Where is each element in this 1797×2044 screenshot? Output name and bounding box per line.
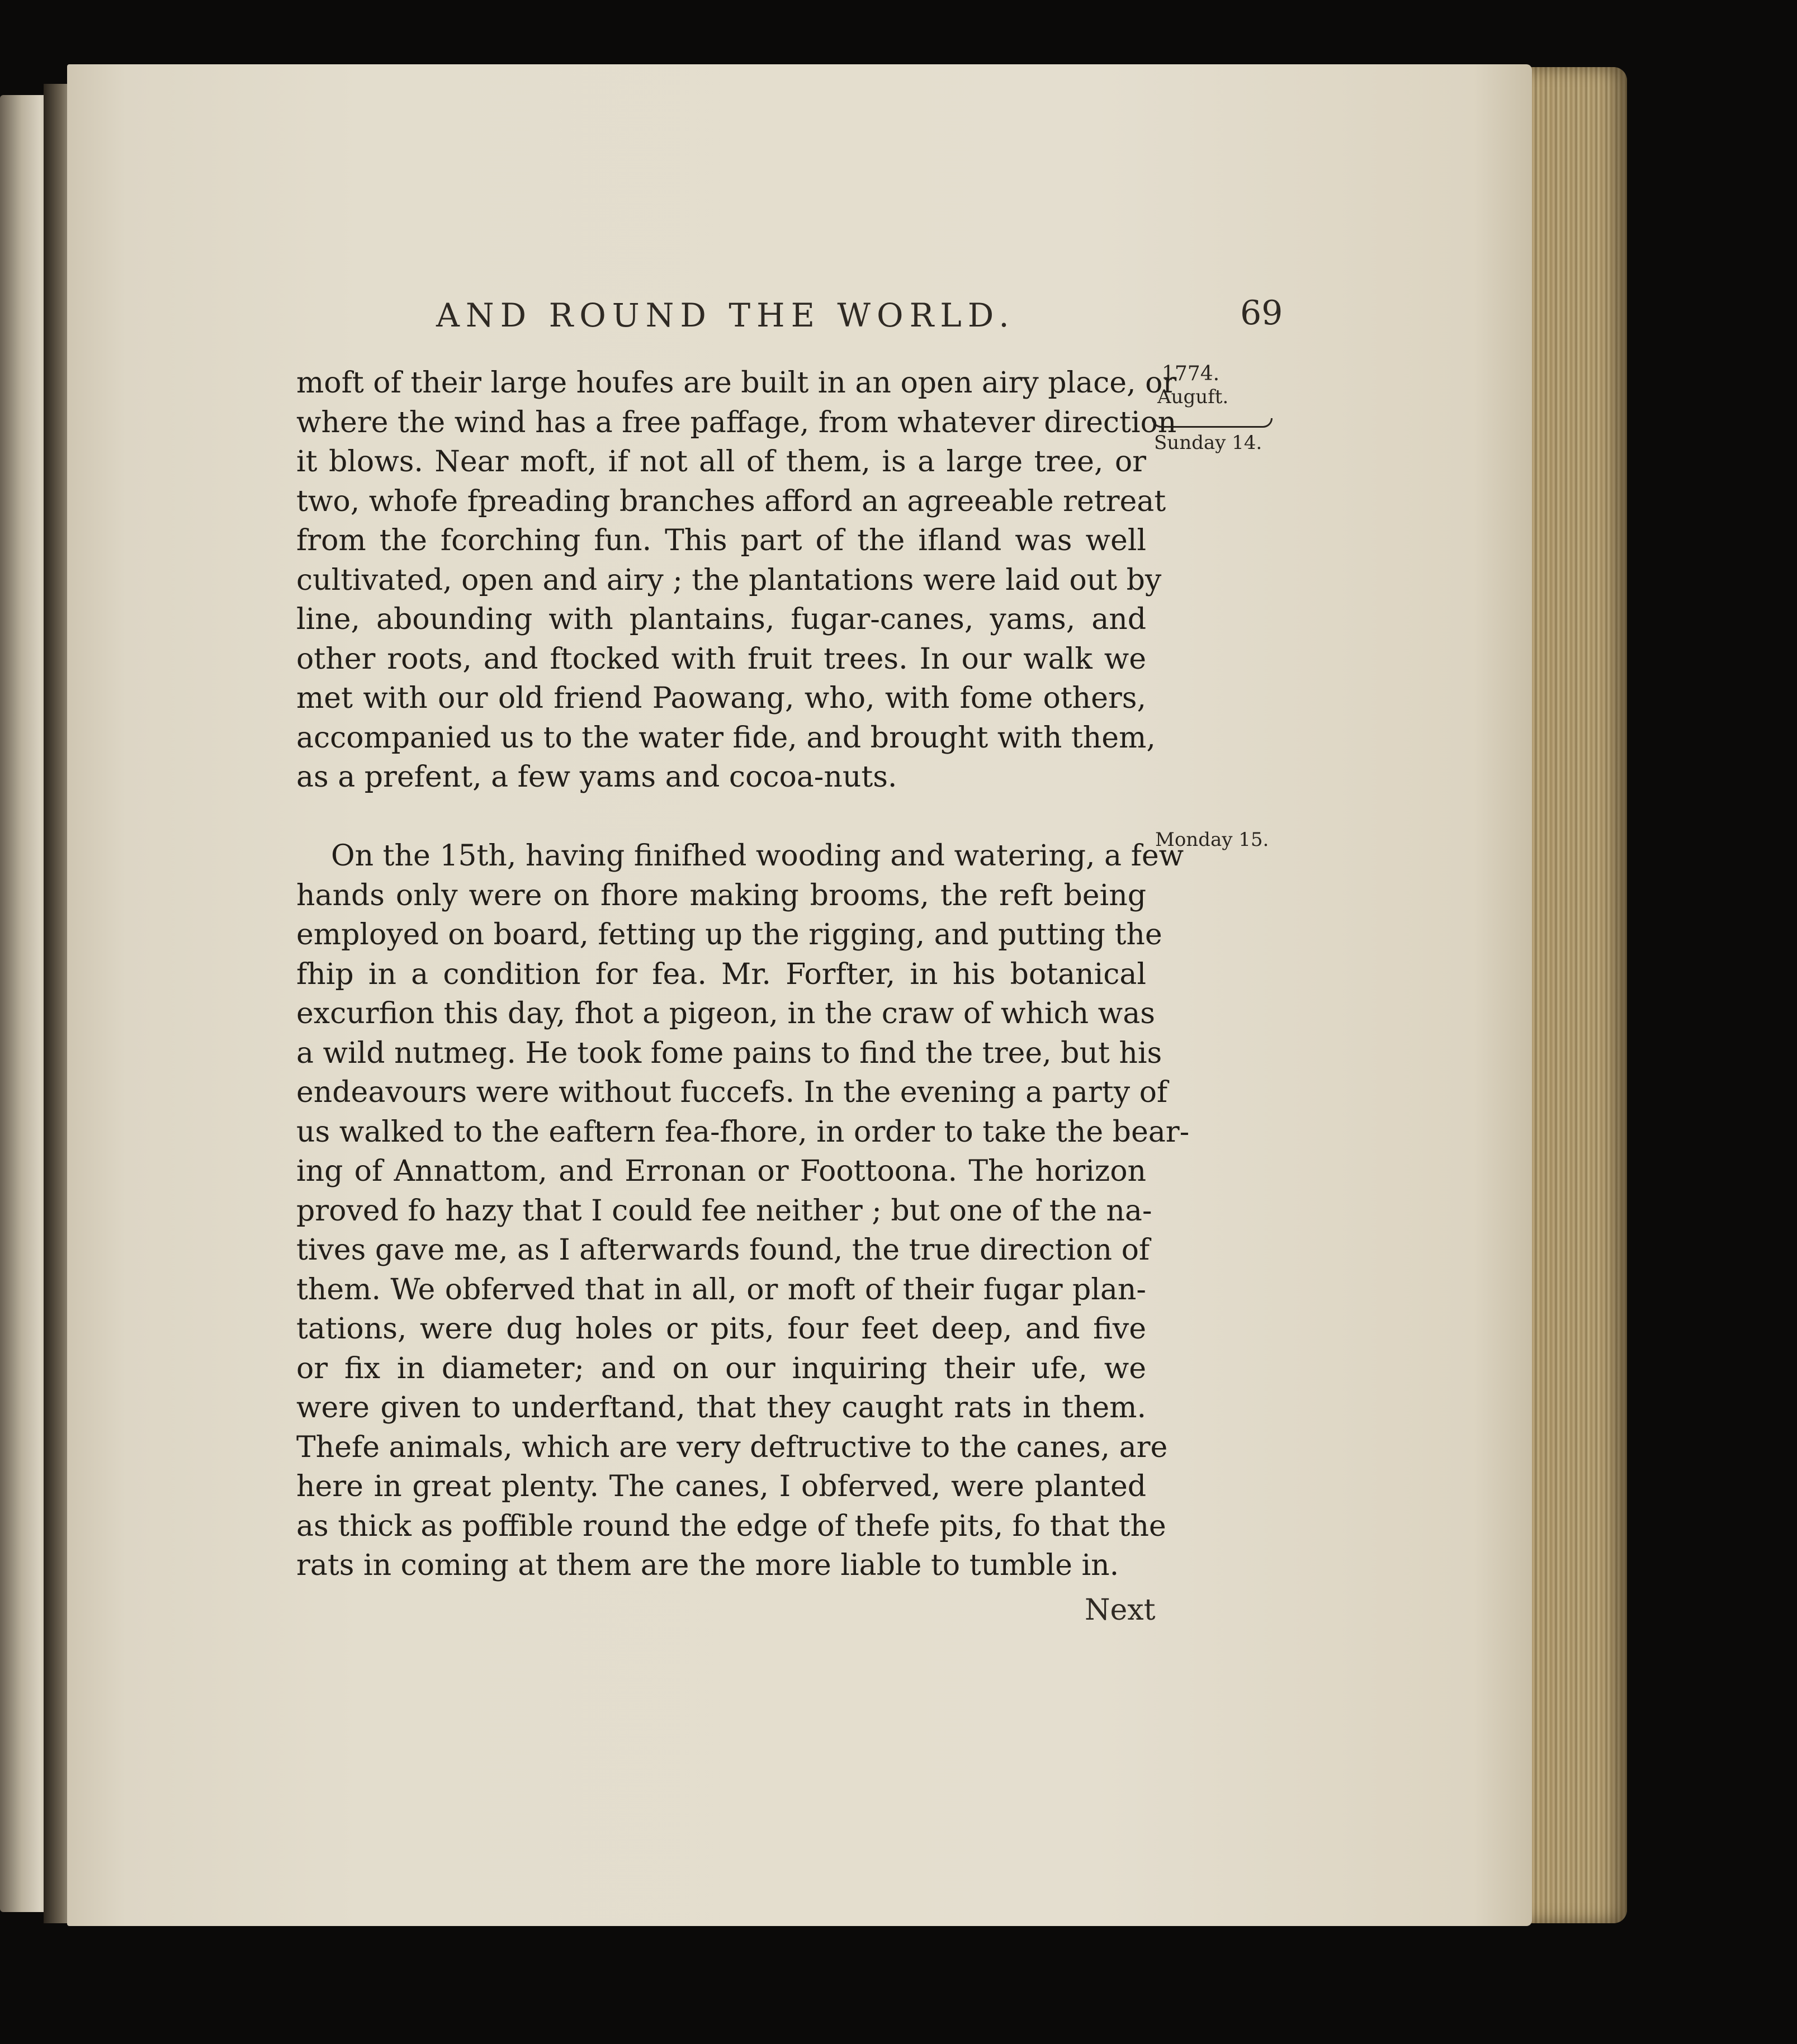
text-line: them. We obferved that in all, or moft of their fugar plan- [296, 1272, 1146, 1307]
text-line: it blows. Near moft, if not all of them, is a large tree, or [296, 445, 1146, 479]
margin-note-sunday: Sunday 14. [1154, 432, 1262, 454]
text-line: hands only were on fhore making brooms, the reft being [296, 878, 1146, 912]
text-line: other roots, and ftocked with fruit trees. In our walk we [296, 642, 1146, 676]
text-line: proved fo hazy that I could fee neither ; but one of the na- [296, 1194, 1152, 1228]
paragraph-1 [296, 363, 1177, 797]
text-line: here in great plenty. The canes, I obferved, were planted [296, 1470, 1146, 1503]
text-line: a wild nutmeg. He took fome pains to find the tree, but his [296, 1036, 1162, 1070]
text-line: employed on board, fetting up the rigging, and putting the [296, 918, 1162, 952]
text-line: cultivated, open and airy ; the plantations were laid out by [296, 563, 1162, 597]
text-line: rats in coming at them are the more liable to tumble in. [296, 1549, 1119, 1582]
text-line: where the wind has a free paffage, from whatever direction [296, 405, 1177, 439]
text-line: from the fcorching fun. This part of the ifland was well [296, 524, 1146, 557]
running-head: AND ROUND THE WORLD. [436, 296, 1015, 334]
page-fore-edge [1521, 67, 1627, 1923]
text-line: accompanied us to the water fide, and brought with them, [296, 721, 1156, 755]
text-line: met with our old friend Paowang, who, with fome others, [296, 682, 1146, 715]
text-line: or fix in diameter; and on our inquiring their ufe, we [296, 1351, 1146, 1385]
catchword: Next [1085, 1593, 1156, 1627]
text-line: Thefe animals, which are very deftructive to the canes, are [296, 1430, 1168, 1464]
text-line: ing of Annattom, and Erronan or Foottoona. The horizon [296, 1155, 1146, 1188]
page-number: 69 [1240, 294, 1283, 333]
text-line: On the 15th, having finifhed wooding and watering, a few [331, 839, 1184, 873]
text-line: as thick as poffible round the edge of thefe pits, fo that the [296, 1509, 1166, 1543]
text-line: us walked to the eaftern fea-fhore, in order to take the bear- [296, 1115, 1190, 1149]
text-line: excurfion this day, fhot a pigeon, in the craw of which was [296, 997, 1155, 1030]
text-line: fhip in a condition for fea. Mr. Forfter, in his botanical [296, 957, 1146, 991]
margin-note-monday: Monday 15. [1155, 829, 1269, 851]
text-line: were given to underftand, that they caught rats in them. [296, 1391, 1146, 1425]
text-line: tations, were dug holes or pits, four feet deep, and five [296, 1312, 1146, 1346]
text-line: two, whofe fpreading branches afford an agreeable retreat [296, 484, 1166, 518]
text-line: endeavours were without fuccefs. In the evening a party of [296, 1076, 1168, 1109]
text-line: moft of their large houfes are built in an open airy place, or [296, 366, 1177, 400]
text-line: tives gave me, as I afterwards found, the true direction of [296, 1233, 1150, 1267]
text-line: as a prefent, a few yams and cocoa-nuts. [296, 760, 897, 794]
margin-note-month: Auguft. [1157, 386, 1229, 408]
paragraph-2 [296, 836, 1190, 1586]
margin-note-year: 1774. [1162, 362, 1220, 385]
text-line: line, abounding with plantains, fugar-canes, yams, and [296, 603, 1146, 636]
